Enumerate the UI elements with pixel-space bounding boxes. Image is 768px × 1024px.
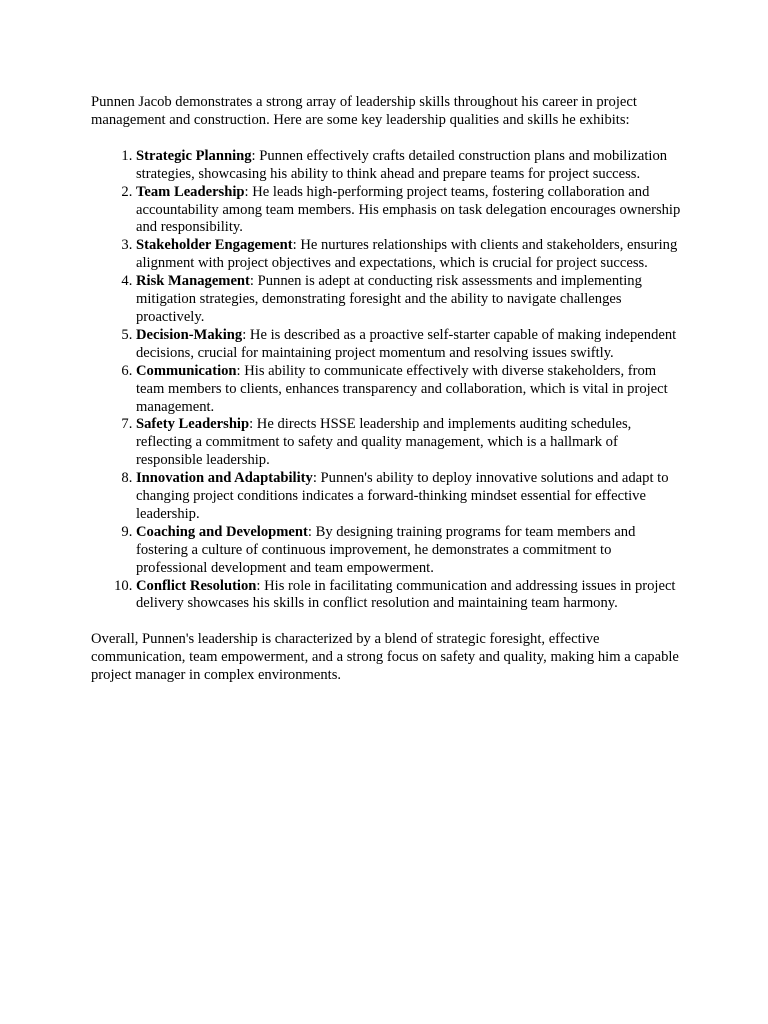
list-item	[136, 327, 681, 363]
list-item-term: Stakeholder Engagement	[136, 237, 293, 254]
intro-paragraph: Punnen Jacob demonstrates a strong array of leadership skills throughout his career in project management and construction. Here are some key leadership qualities and skills he exhibits:	[91, 94, 637, 128]
list-item-text: : By designing training programs for team members and fostering a culture of continuous improvement, he demonstrates a commitment to professional development and team empowerment.	[136, 523, 636, 576]
list-item-term: Coaching and Development	[136, 523, 308, 540]
list-item-term: Conflict Resolution	[136, 577, 257, 594]
list-item	[136, 524, 681, 578]
list-item-term: Communication	[136, 362, 237, 379]
list-item-text: : Punnen is adept at conducting risk assessments and implementing mitigation strategies, demonstrating foresight and the ability to navigate challenges proactively.	[136, 273, 642, 325]
list-item-text: : Punnen's ability to deploy innovative solutions and adapt to changing project conditions indicates a forward-thinking mindset essential for effective leadership.	[136, 470, 669, 522]
leadership-skills-list	[91, 148, 681, 614]
list-item-text: : His ability to communicate effectively with diverse stakeholders, from team members to clients, enhances transparency and collaboration, which is vital in project management.	[136, 362, 668, 415]
conclusion-paragraph: Overall, Punnen's leadership is characterized by a blend of strategic foresight, effective communication, team empowerment, and a strong focus on safety and quality, making him a capable project manager in complex environments.	[91, 631, 679, 684]
list-item-term: Safety Leadership	[136, 416, 250, 433]
list-item	[136, 184, 681, 238]
list-item-term: Team Leadership	[136, 183, 245, 200]
list-item	[136, 237, 681, 273]
list-item-text: : He is described as a proactive self-starter capable of making independent decisions, crucial for maintaining project momentum and resolving issues swiftly.	[136, 326, 677, 361]
list-item-term: Decision-Making	[136, 326, 243, 343]
list-item	[136, 363, 681, 417]
document-body	[91, 94, 681, 685]
list-item-text: : He leads high-performing project teams, fostering collaboration and accountability among team members. His emphasis on task delegation encourages ownership and responsibility.	[136, 183, 681, 236]
list-item	[136, 148, 681, 184]
list-item-text: : His role in facilitating communication and addressing issues in project delivery showcases his skills in conflict resolution and maintaining team harmony.	[136, 577, 676, 612]
list-item	[136, 273, 681, 327]
list-item	[136, 470, 681, 524]
list-item-text: : Punnen effectively crafts detailed construction plans and mobilization strategies, showcasing his ability to think ahead and prepare teams for project success.	[136, 147, 668, 182]
list-item-text: : He directs HSSE leadership and implements auditing schedules, reflecting a commitment to safety and quality management, which is a hallmark of responsible leadership.	[136, 416, 632, 469]
list-item	[136, 416, 681, 470]
list-item	[136, 578, 681, 614]
list-item-term: Innovation and Adaptability	[136, 470, 313, 487]
list-item-term: Strategic Planning	[136, 147, 252, 164]
list-item-term: Risk Management	[136, 273, 250, 290]
list-item-text: : He nurtures relationships with clients and stakeholders, ensuring alignment with project objectives and expectations, which is crucial for project success.	[136, 237, 678, 272]
